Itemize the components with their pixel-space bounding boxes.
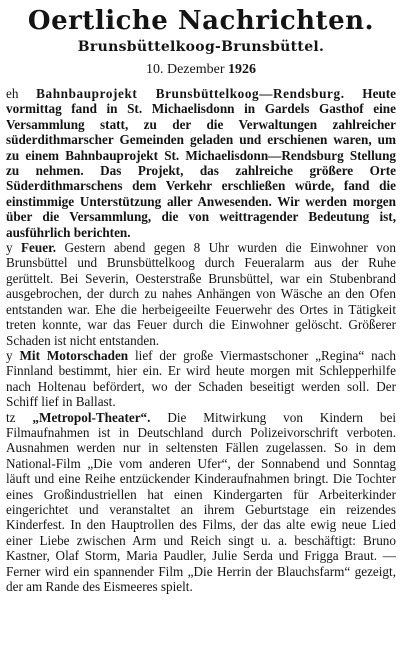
article-body: lief der große Viermastschoner „Regina“ nach Finnland bestimmt, hier ein. Er wird heute morgen mit Schlepperhilfe nach Holtenau befördert, wo der Schaden beseitigt werden soll. Der Schiff lief in Ballast. <box>6 347 396 410</box>
article-body: Heute vormittag fand in St. Michaelisdonn in Gardels Gasthof eine Versammlung statt, zu der die Verwaltungen zahlreicher süderdithmarscher Gemeinden geladen und erschienen waren, um zu einem Bahnbauprojekt St. Michaelisdonn—Rendsburg Stellung zu nehmen. Das Projekt, das zahlreiche größere Orte Süderdithmarschens dem Verkehr erschließen würde, fand die einstimmige Unterstützung aller Anwesenden. Wir werden morgen über die Versammlung, die von weittragender Bedeutung ist, ausführlich berichten. <box>6 86 396 240</box>
article-bahnbauprojekt <box>6 86 396 240</box>
article-prefix: y <box>6 347 20 363</box>
article-lead: Bahnbauprojekt Brunsbüttelkoog—Rendsburg. <box>36 86 345 101</box>
article-metropol-theater <box>6 410 396 595</box>
article-body: Die Mitwirkung von Kindern bei Filmaufnahmen ist in Deutschland durch Polizeivorschrift verboten. Ausnahmen werden nur in seltensten Fällen zugelassen. So in dem National-Film „Die vom anderen Ufer“, der Sonnabend und Sonntag läuft und eine Reihe entzückender Kinderaufnahmen bringt. Die Tochter eines Großindustriellen hat einen Kindergarten für Arbeiterkinder eingerichtet und veranstaltet an ihrem Geburtstage ein reizendes Kinderfest. In den Hauptrollen des Films, der das alte ewig neue Lied einer Liebe zwischen Arm und Reich singt u. a. beschäftigt: Bruno Kastner, Olaf Storm, Maria Paudler, Julie Serda und Frigga Braut. — Ferner wird ein spannender Film „Die Herrin der Blauchsfarm“ gezeigt, der am Rande des Eismeeres spielt. <box>6 409 396 594</box>
newspaper-clipping <box>0 6 400 662</box>
article-lead: Mit Motorschaden <box>19 347 129 363</box>
article-motorschaden <box>6 348 396 410</box>
section-header <box>6 6 396 78</box>
article-feuer <box>6 240 396 348</box>
date-year: 1926 <box>228 62 257 77</box>
article-prefix: y <box>6 240 21 256</box>
dateline <box>6 62 396 78</box>
article-lead: „Metropol-Theater“. <box>32 409 151 425</box>
date-day-month: 10. Dezember <box>145 62 229 77</box>
section-title: Oertliche Nachrichten. <box>27 6 375 36</box>
section-subtitle: Brunsbüttelkoog-Brunsbüttel. <box>77 39 325 55</box>
article-prefix: tz <box>6 409 33 425</box>
article-prefix: eh <box>6 86 37 101</box>
article-lead: Feuer. <box>21 240 57 256</box>
article-body: Gestern abend gegen 8 Uhr wurden die Einwohner von Brunsbüttel und Brunsbüttelkoog durch Feueralarm aus der Ruhe gerüttelt. Bei Severin, Oesterstraße Brunsbüttel, war ein Stubenbrand ausgebrochen, der durch zu nahes Anhängen von Wäsche an den Ofen entstanden war. Ehe die herbeigeeilte Feuerwehr des Ortes in Tätigkeit treten konnte, war das Feuer durch die Einwohner gelöscht. Größerer Schaden ist nicht entstanden. <box>6 240 396 348</box>
